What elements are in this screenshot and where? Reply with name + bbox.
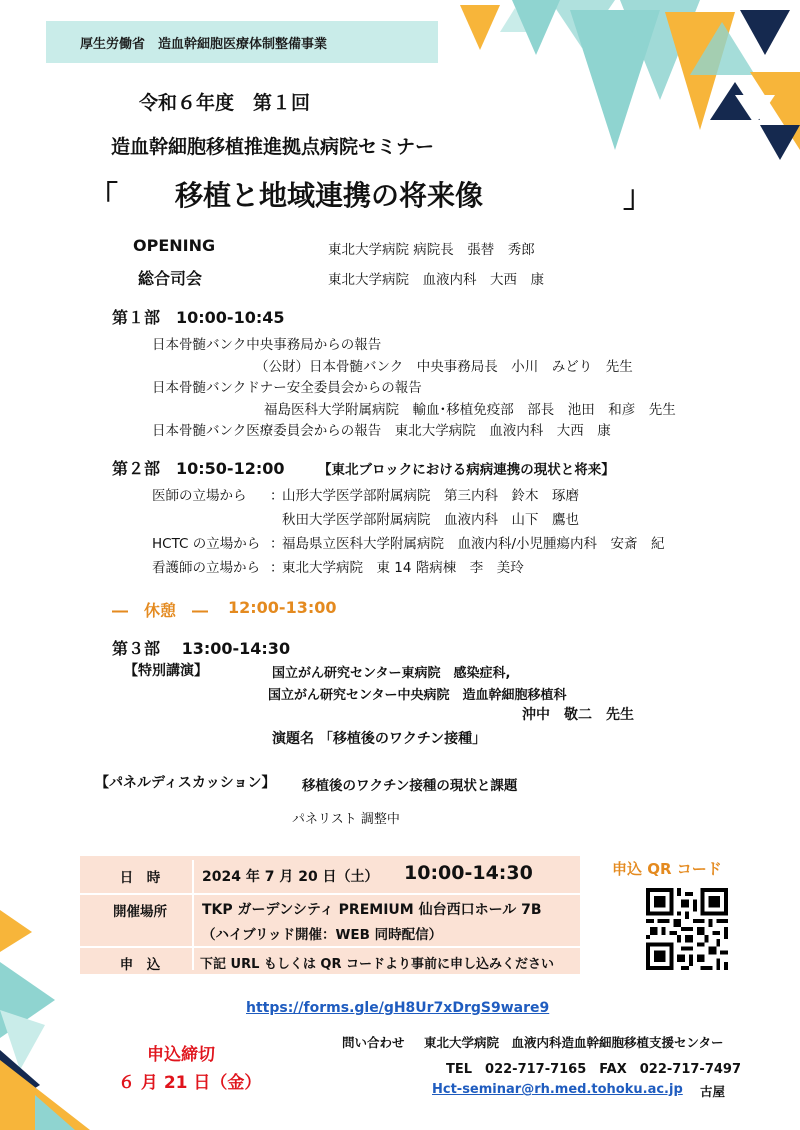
- part1-line: （公財）日本骨髄バンク 中央事務局長 小川 みどり 先生: [255, 359, 633, 375]
- ministry-banner: [46, 21, 438, 63]
- decorative-triangles-top: [460, 0, 800, 170]
- opening-value: 東北大学病院 病院長 張替 秀郎: [328, 242, 535, 258]
- part2-colon: ：: [270, 536, 284, 552]
- part2-role: HCTC の立場から: [152, 536, 261, 552]
- event-info-box: [80, 856, 580, 974]
- part2-detail: 福島県立医科大学附属病院 血液内科/小児腫瘍内科 安斎 紀: [282, 536, 665, 552]
- mc-label: 総合司会: [138, 269, 203, 288]
- ministry-text: 厚生労働省 造血幹細胞医療体制整備事業: [80, 37, 328, 52]
- info-divider: [80, 893, 580, 895]
- main-title: 移植と地域連携の将来像: [175, 179, 484, 212]
- contact-org: 東北大学病院 血液内科造血幹細胞移植支援センター: [424, 1035, 724, 1050]
- qr-label: 申込 QR コード: [612, 860, 722, 878]
- break-time: 12:00-13:00: [228, 598, 337, 617]
- part1-heading: 第１部 10:00-10:45: [112, 308, 285, 327]
- date-value: 2024 年 7 月 20 日（土）: [202, 869, 379, 885]
- venue-value: TKP ガーデンシティ PREMIUM 仙台西口ホール 7B: [202, 902, 542, 918]
- title-line-1: 令和６年度 第１回: [139, 92, 311, 114]
- part1-line: 日本骨髄バンク中央事務局からの報告: [152, 337, 382, 353]
- part2-detail: 山形大学医学部附属病院 第三内科 鈴木 琢磨: [282, 488, 579, 504]
- apply-value: 下記 URL もしくは QR コードより事前に申し込みください: [200, 957, 555, 972]
- part2-subheading: 【東北ブロックにおける病病連携の現状と将来】: [318, 462, 615, 478]
- venue-label: 開催場所: [113, 904, 167, 920]
- venue-note: （ハイブリッド開催：WEB 同時配信）: [202, 927, 443, 943]
- title-bracket-open: 「: [88, 180, 118, 215]
- part2-colon: ：: [270, 488, 284, 504]
- opening-label: OPENING: [133, 236, 216, 255]
- date-time: 10:00-14:30: [404, 862, 533, 884]
- info-divider: [192, 860, 194, 970]
- speaker-org-2: 国立がん研究センター中央病院 造血幹細胞移植科: [268, 688, 567, 703]
- panel-label: 【パネルディスカッション】: [95, 775, 276, 791]
- part3-heading: 第３部 13:00-14:30: [112, 639, 291, 658]
- special-lecture-label: 【特別講演】: [124, 663, 208, 679]
- part1-line: 福島医科大学附属病院 輸血･移植免疫部 部長 池田 和彦 先生: [264, 402, 676, 418]
- panel-topic: 移植後のワクチン接種の現状と課題: [302, 778, 518, 794]
- part2-role: 看護師の立場から: [152, 560, 260, 576]
- part1-line: 日本骨髄バンク医療委員会からの報告 東北大学病院 血液内科 大西 康: [152, 423, 611, 439]
- part2-colon: ：: [270, 560, 284, 576]
- contact-email-link[interactable]: Hct-seminar@rh.med.tohoku.ac.jp: [432, 1082, 683, 1097]
- talk-title: 演題名 「移植後のワクチン接種」: [272, 731, 487, 747]
- part2-heading: 第２部 10:50-12:00: [112, 459, 285, 478]
- title-bracket-close: 」: [623, 180, 653, 215]
- apply-label: 申 込: [119, 957, 161, 973]
- part2-detail: 秋田大学医学部附属病院 血液内科 山下 鷹也: [282, 512, 579, 528]
- title-line-2: 造血幹細胞移植推進拠点病院セミナー: [111, 136, 435, 158]
- date-label: 日 時: [119, 870, 161, 886]
- qr-code-icon[interactable]: [646, 888, 728, 970]
- part2-detail: 東北大学病院 東 14 階病棟 李 美玲: [282, 560, 524, 576]
- contact-label: 問い合わせ: [342, 1035, 405, 1050]
- part1-line: 日本骨髄バンクドナー安全委員会からの報告: [152, 380, 422, 396]
- mc-value: 東北大学病院 血液内科 大西 康: [328, 272, 544, 288]
- contact-person: 古屋: [700, 1084, 726, 1099]
- speaker-name: 沖中 敬二 先生: [522, 707, 634, 723]
- deadline-label: 申込締切: [147, 1045, 215, 1065]
- contact-tel-fax: TEL 022-717-7165 FAX 022-717-7497: [446, 1062, 741, 1077]
- deadline-date: ６ 月 21 日（金）: [118, 1073, 262, 1093]
- info-divider: [80, 946, 580, 948]
- speaker-org-1: 国立がん研究センター東病院 感染症科,: [272, 666, 511, 681]
- panelists: パネリスト 調整中: [292, 812, 400, 827]
- part2-role: 医師の立場から: [152, 488, 247, 504]
- break-label: ― 休憩 ―: [112, 601, 209, 620]
- registration-url-link[interactable]: https://forms.gle/gH8Ur7xDrgS9ware9: [246, 1000, 550, 1016]
